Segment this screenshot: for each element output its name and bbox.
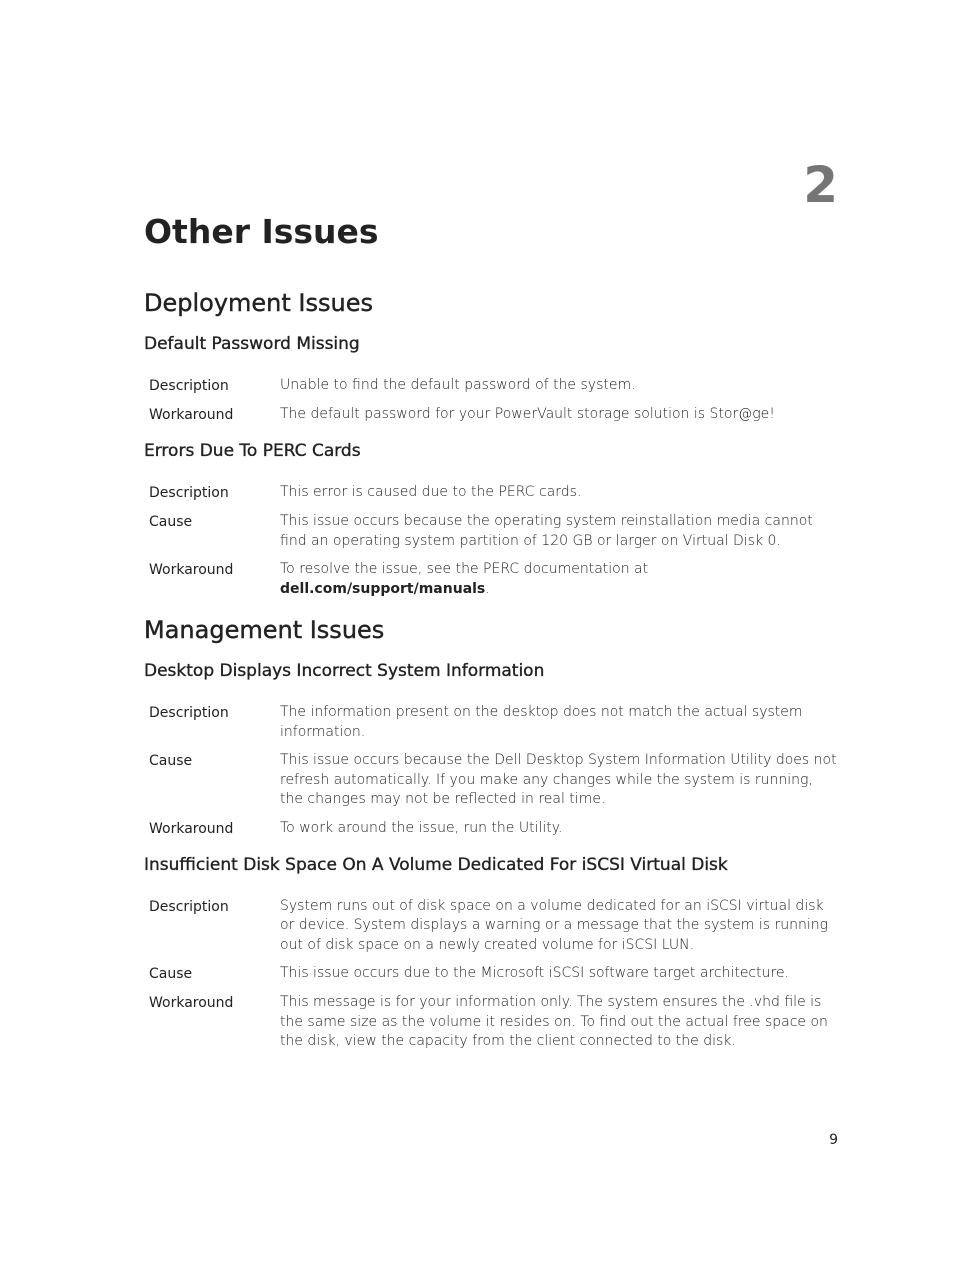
table-row: [144, 703, 838, 742]
row-value: Unable to find the default password of the system.: [280, 377, 636, 393]
row-label: Cause: [149, 753, 193, 769]
row-label: Workaround: [149, 562, 234, 578]
document-body: [144, 208, 838, 1066]
row-value: [280, 560, 838, 599]
row-value-text: To resolve the issue, see the PERC documentation at: [280, 561, 649, 577]
row-label: Workaround: [149, 995, 234, 1011]
row-value: This error is caused due to the PERC cards.: [280, 484, 582, 500]
row-label: Cause: [149, 514, 193, 530]
row-value: The information present on the desktop does not match the actual system information.: [280, 704, 803, 740]
page-title: Other Issues: [144, 212, 379, 251]
table-row: [144, 483, 838, 503]
table-row: [144, 993, 838, 1052]
table-row: [144, 897, 838, 956]
issue-table: [144, 483, 838, 599]
row-value: This issue occurs due to the Microsoft iSCSI software target architecture.: [280, 965, 790, 981]
table-row: [144, 964, 838, 984]
row-label: Workaround: [149, 407, 234, 423]
row-value: This issue occurs because the Dell Desktop System Information Utility does not refresh automatically. If you make any changes while the system is running, the changes may not be reflected in real time.: [280, 752, 837, 807]
manuals-link[interactable]: dell.com/support/manuals: [280, 580, 486, 597]
table-row: [144, 751, 838, 810]
table-row: [144, 819, 838, 839]
table-row: [144, 560, 838, 599]
issue-heading-default-password: Default Password Missing: [144, 334, 360, 354]
section-heading-management: Management Issues: [144, 616, 385, 644]
row-label: Cause: [149, 966, 193, 982]
section-heading-deployment: Deployment Issues: [144, 289, 373, 317]
issue-heading-desktop-info: Desktop Displays Incorrect System Information: [144, 661, 545, 681]
chapter-number: 2: [803, 156, 838, 214]
row-value: This issue occurs because the operating system reinstallation media cannot find an operating system partition of 120 GB or larger on Virtual Disk 0.: [280, 513, 813, 549]
row-label: Workaround: [149, 820, 234, 837]
table-row: [144, 405, 838, 425]
row-label: Description: [149, 705, 229, 721]
row-label: Description: [149, 485, 229, 501]
row-value: The default password for your PowerVault storage solution is Stor@ge!: [280, 406, 775, 422]
issue-table: [144, 376, 838, 425]
issue-heading-iscsi-disk-space: Insufficient Disk Space On A Volume Dedicated For iSCSI Virtual Disk: [144, 854, 728, 875]
row-value-suffix: .: [485, 580, 490, 597]
table-row: [144, 512, 838, 551]
table-row: [144, 376, 838, 396]
row-value: This message is for your information only. The system ensures the .vhd file is the same size as the volume it resides on. To find out the actual free space on the disk, view the capacity from the client connected to the disk.: [280, 994, 828, 1049]
issue-table: [144, 703, 838, 839]
row-label: Description: [149, 898, 229, 915]
issue-heading-perc-errors: Errors Due To PERC Cards: [144, 441, 361, 461]
row-value: To work around the issue, run the Utility.: [280, 819, 563, 836]
page-number: 9: [829, 1132, 838, 1148]
row-value: System runs out of disk space on a volume dedicated for an iSCSI virtual disk or device. System displays a warning or a message that the system is running out of disk space on a newly created volume for iSCSI LUN.: [280, 897, 829, 953]
row-label: Description: [149, 378, 229, 394]
issue-table: [144, 897, 838, 1052]
